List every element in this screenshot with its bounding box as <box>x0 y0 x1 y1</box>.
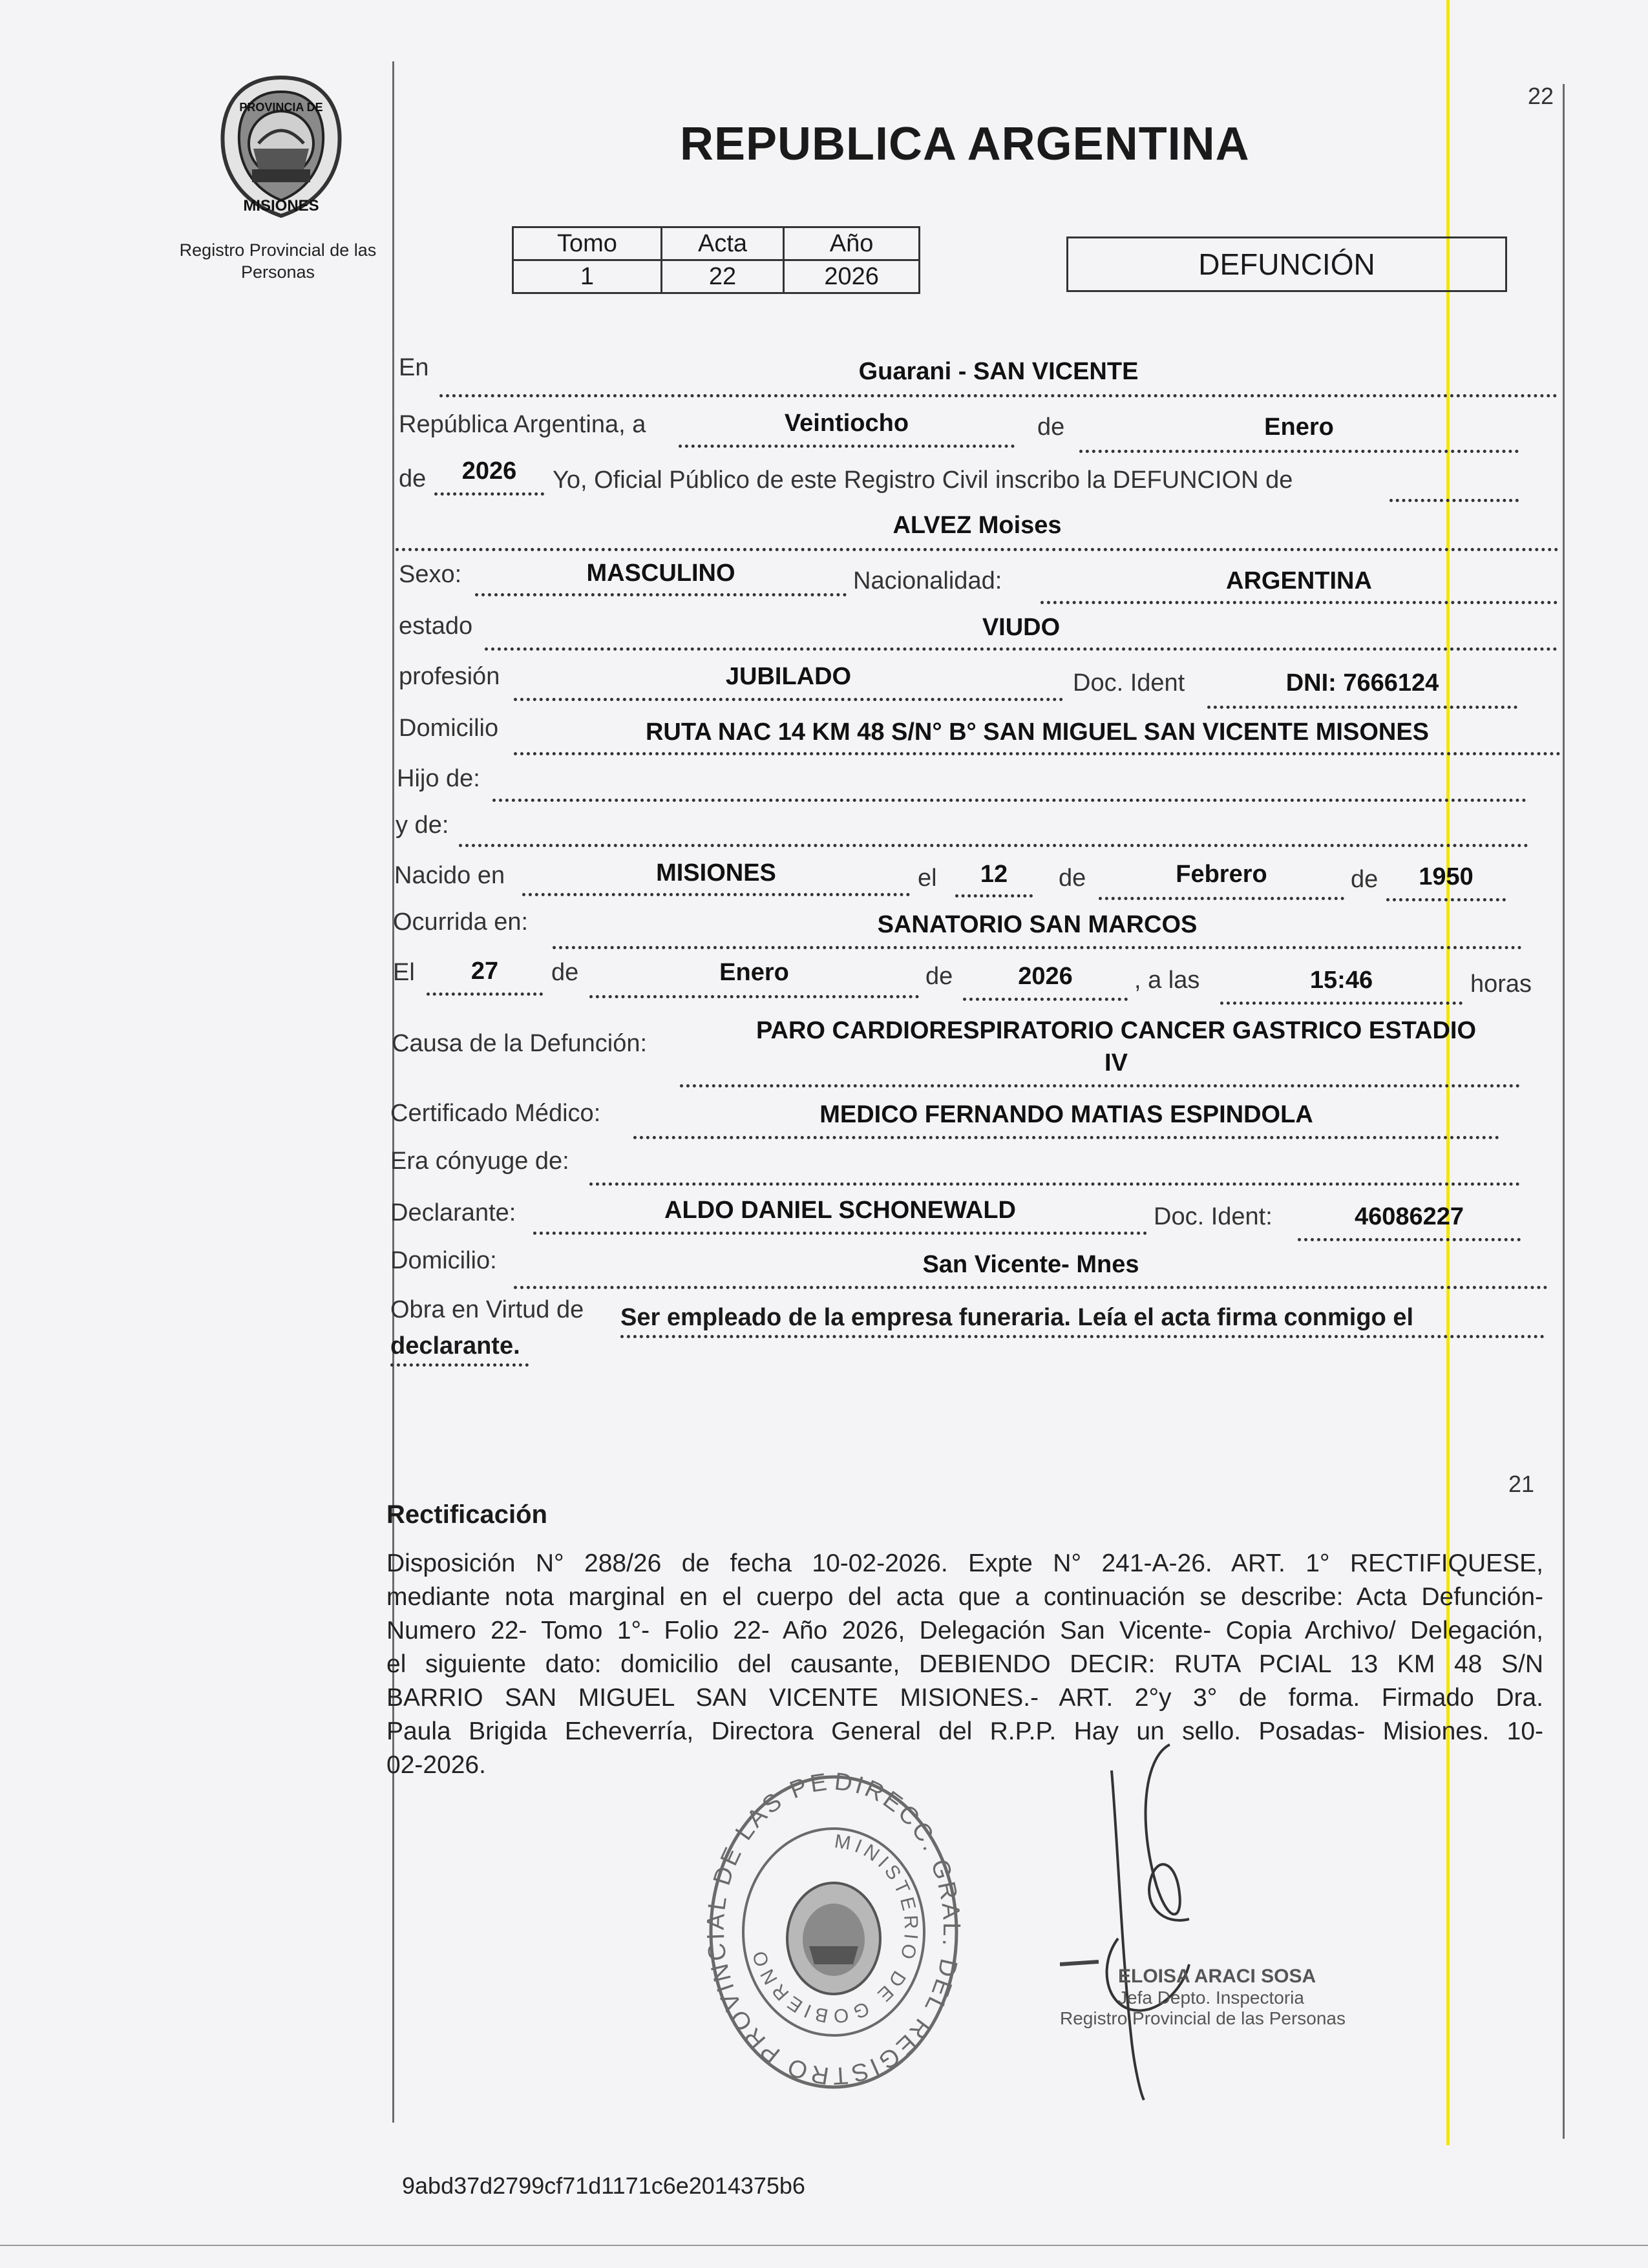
profesion-label: profesión <box>399 663 500 690</box>
birth-year-line <box>1386 898 1506 901</box>
decl-doc-line <box>1298 1238 1521 1241</box>
birth-year-value: 1950 <box>1419 863 1474 890</box>
birth-day-value: 12 <box>980 861 1008 888</box>
province-emblem <box>207 72 355 221</box>
decl-domicilio-value: San Vicente- Mnes <box>922 1251 1139 1278</box>
causa-line <box>680 1084 1520 1087</box>
domicilio-label: Domicilio <box>399 715 499 742</box>
month-value: Enero <box>1264 414 1334 441</box>
deceased-name-line <box>396 548 1559 551</box>
tomo-value: 1 <box>513 260 662 293</box>
document-hash: 9abd37d2799cf71d1171c6e2014375b6 <box>402 2172 805 2199</box>
nacionalidad-label: Nacionalidad: <box>853 567 1002 594</box>
inscribo-text: Yo, Oficial Público de este Registro Civil inscribo la DEFUNCION de <box>553 467 1293 494</box>
profesion-line <box>514 698 1063 701</box>
de-label-2: de <box>399 465 427 492</box>
hijo-line <box>492 799 1527 802</box>
signer-office: Registro Provincial de las Personas <box>1060 2008 1346 2028</box>
acta-header: Acta <box>661 227 783 260</box>
rectificacion-line-6: Paula Brigida Echeverría, Directora General del R.P.P. Hay un sello. Posadas- Misiones. 10- <box>386 1717 1543 1745</box>
domicilio-line <box>514 752 1561 755</box>
obra-line2-dots <box>390 1363 529 1367</box>
signer-role: Jefa Depto. Inspectoria <box>1118 1988 1304 2008</box>
domicilio-value: RUTA NAC 14 KM 48 S/N° B° SAN MIGUEL SAN VICENTE MISONES <box>645 719 1430 746</box>
official-stamp <box>698 1764 969 2100</box>
rectificacion-title: Rectificación <box>386 1500 547 1529</box>
hijo-label: Hijo de: <box>397 765 480 792</box>
emblem-text-bottom: MISIONES <box>243 197 319 215</box>
day-words-value: Veintiocho <box>784 410 909 437</box>
ocurrida-en-value: SANATORIO SAN MARCOS <box>877 911 1198 938</box>
certificado-value: MEDICO FERNANDO MATIAS ESPINDOLA <box>819 1101 1313 1128</box>
tomo-header: Tomo <box>513 227 662 260</box>
declarante-label: Declarante: <box>390 1199 516 1226</box>
death-time-line <box>1220 1002 1463 1005</box>
place-line <box>439 394 1558 397</box>
rectificacion-line-7: 02-2026. <box>386 1751 486 1779</box>
declarante-line <box>533 1232 1147 1235</box>
y-de-label: y de: <box>396 812 449 839</box>
de-label-1: de <box>1037 414 1065 441</box>
y-de-line <box>459 844 1528 847</box>
estado-label: estado <box>399 613 473 640</box>
rectificacion-text <box>386 1547 1543 1782</box>
birth-day-line <box>955 894 1033 898</box>
day-words-line <box>679 445 1015 448</box>
death-month-line <box>589 995 919 998</box>
nacido-en-line <box>522 893 910 896</box>
nacionalidad-value: ARGENTINA <box>1226 567 1372 594</box>
decl-domicilio-line <box>514 1286 1548 1289</box>
page-number: 22 <box>1528 83 1554 109</box>
acta-value: 22 <box>661 260 783 293</box>
page-title: REPUBLICA ARGENTINA <box>680 118 1250 170</box>
birth-month-line <box>1099 897 1344 900</box>
bottom-edge-line <box>0 2245 1648 2246</box>
doc-ident-value: DNI: 7666124 <box>1285 669 1439 697</box>
decl-doc-label: Doc. Ident: <box>1154 1203 1273 1230</box>
year-line <box>434 492 544 496</box>
certificado-line <box>633 1136 1499 1139</box>
signer-name: ELOISA ARACI SOSA <box>1118 1966 1316 1987</box>
deceased-name-value: ALVEZ Moises <box>893 512 1062 539</box>
de-label-6: de <box>925 963 953 990</box>
el-cap-label: El <box>393 959 415 986</box>
stamp-inner-text: MINISTERIO DE GOBIERNO <box>747 1831 922 2027</box>
rectificacion-line-4: el siguiente dato: domicilio del causante, DEBIENDO DECIR: RUTA PCIAL 13 KM 48 S/N <box>386 1650 1543 1678</box>
conyuge-label: Era cónyuge de: <box>390 1148 569 1175</box>
stamp-outer-text: DIRECC. GRAL. DEL REGISTRO PROVINCIAL DE LAS PE <box>702 1768 966 2090</box>
death-day-line <box>427 992 543 996</box>
doc-ident-line <box>1207 706 1517 709</box>
nacido-label: Nacido en <box>394 862 505 889</box>
ocurrida-en-line <box>553 946 1522 949</box>
sexo-value: MASCULINO <box>586 560 735 587</box>
el-label: el <box>918 865 937 892</box>
birth-month-value: Febrero <box>1176 861 1267 888</box>
rectificacion-number: 21 <box>1508 1471 1535 1497</box>
de-label-5: de <box>551 959 579 986</box>
inscribo-line <box>1389 499 1519 502</box>
en-label: En <box>399 354 429 381</box>
horas-label: horas <box>1470 971 1532 998</box>
month-line <box>1079 450 1519 453</box>
year-value: 2026 <box>461 457 517 485</box>
de-label-4: de <box>1351 866 1379 893</box>
death-time-value: 15:46 <box>1309 967 1373 994</box>
signature-block <box>1060 1966 1383 2029</box>
profesion-value: JUBILADO <box>725 663 852 690</box>
conyuge-line <box>589 1182 1520 1186</box>
record-table <box>512 226 920 294</box>
registry-name: Registro Provincial de las Personas <box>179 240 377 282</box>
rectificacion-line-1: Disposición N° 288/26 de fecha 10-02-2026. Expte N° 241-A-26. ART. 1° RECTIFIQUESE, <box>386 1549 1543 1577</box>
ocurrida-label: Ocurrida en: <box>393 908 529 936</box>
obra-line1-value: Ser empleado de la empresa funeraria. Leía el acta firma conmigo el <box>620 1304 1414 1331</box>
place-value: Guarani - SAN VICENTE <box>858 358 1139 385</box>
nacionalidad-line <box>1041 601 1558 604</box>
certificado-label: Certificado Médico: <box>390 1100 601 1127</box>
declarante-value: ALDO DANIEL SCHONEWALD <box>664 1197 1016 1224</box>
decl-doc-value: 46086227 <box>1354 1203 1464 1230</box>
death-year-value: 2026 <box>1018 963 1073 990</box>
left-margin-rule <box>392 61 394 2123</box>
emblem-text-top: PROVINCIA DE <box>239 101 323 114</box>
estado-line <box>485 647 1558 651</box>
sexo-line <box>475 593 847 596</box>
causa-label: Causa de la Defunción: <box>392 1030 648 1057</box>
signature <box>1060 1732 1267 2106</box>
anio-value: 2026 <box>784 260 920 293</box>
de-label-3: de <box>1059 865 1086 892</box>
death-day-value: 27 <box>470 958 499 985</box>
rectificacion-line-2: mediante nota marginal en el cuerpo del acta que a continuación se describe: Acta Defunción- <box>386 1583 1543 1611</box>
decl-domicilio-label: Domicilio: <box>390 1247 497 1274</box>
a-las-label: , a las <box>1134 967 1200 994</box>
republica-label: República Argentina, a <box>399 411 646 438</box>
sexo-label: Sexo: <box>399 561 462 588</box>
act-type-box: DEFUNCIÓN <box>1066 236 1507 292</box>
right-margin-rule <box>1563 84 1565 2139</box>
obra-line2-value: declarante. <box>390 1332 520 1360</box>
anio-header: Año <box>784 227 920 260</box>
rectificacion-line-3: Numero 22- Tomo 1°- Folio 22- Año 2026, Delegación San Vicente- Copia Archivo/ Delegación, <box>386 1617 1543 1644</box>
obra-line1-dots <box>620 1335 1545 1338</box>
causa-line2-value: IV <box>1104 1049 1128 1076</box>
rectificacion-line-5: BARRIO SAN MIGUEL SAN VICENTE MISIONES.- ART. 2°y 3° de forma. Firmado Dra. <box>386 1684 1543 1712</box>
obra-label: Obra en Virtud de <box>390 1296 584 1323</box>
causa-line1-value: PARO CARDIORESPIRATORIO CANCER GASTRICO ESTADIO <box>755 1017 1477 1044</box>
nacido-en-value: MISIONES <box>656 859 776 887</box>
death-year-line <box>963 998 1128 1001</box>
doc-ident-label: Doc. Ident <box>1073 669 1185 697</box>
death-month-value: Enero <box>719 959 789 986</box>
estado-value: VIUDO <box>982 614 1061 641</box>
